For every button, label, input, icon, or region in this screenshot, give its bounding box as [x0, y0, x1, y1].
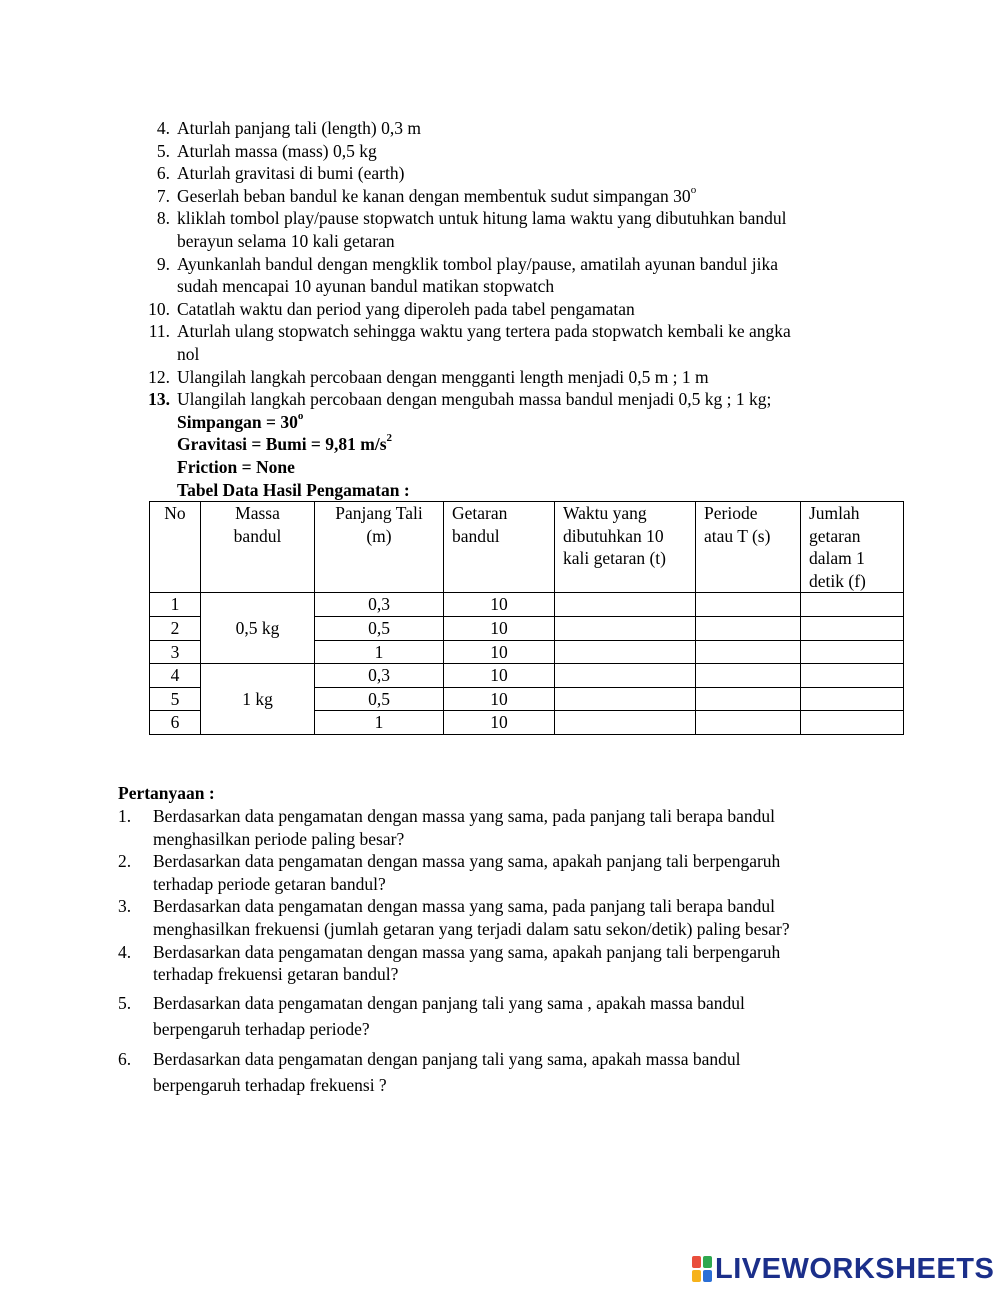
cell-getaran: 10	[444, 640, 555, 664]
cell-waktu-blank	[555, 711, 696, 735]
cell-waktu-blank	[555, 687, 696, 711]
cell-periode-blank	[696, 664, 801, 688]
question-1: 1. Berdasarkan data pengamatan dengan massa yang sama, pada panjang tali berapa bandul menghasilkan periode paling besar?	[118, 806, 775, 849]
cell-no: 3	[150, 640, 201, 664]
cell-frekuensi-blank	[801, 616, 904, 640]
step-10: 10. Catatlah waktu dan period yang diperoleh pada tabel pengamatan	[148, 298, 635, 319]
setting-friction: Friction = None	[177, 456, 295, 477]
cell-no: 1	[150, 593, 201, 617]
question-2: 2. Berdasarkan data pengamatan dengan massa yang sama, apakah panjang tali berpengaruh terhadap periode getaran bandul?	[118, 851, 781, 894]
header-waktu: Waktu yang dibutuhkan 10 kali getaran (t)	[555, 502, 696, 593]
cell-frekuensi-blank	[801, 711, 904, 735]
cell-periode-blank	[696, 711, 801, 735]
cell-no: 4	[150, 664, 201, 688]
step-4: 4. Aturlah panjang tali (length) 0,3 m	[156, 118, 421, 138]
setting-simpangan: Simpangan = $30^o$	[177, 409, 304, 432]
table-row	[150, 664, 904, 688]
step-13: 13. Ulangilah langkah percobaan dengan mengubah massa bandul menjadi 0,5 kg ; 1 kg;	[148, 389, 772, 410]
cell-getaran: 10	[444, 687, 555, 711]
step-5: 5. Aturlah massa (mass) 0,5 kg	[156, 140, 377, 161]
cell-frekuensi-blank	[801, 640, 904, 664]
setting-gravitasi: Gravitasi = Bumi = 9,81 $m/s^2$	[177, 432, 393, 455]
liveworksheets-wordmark: LIVEWORKSHEETS	[715, 1252, 995, 1285]
step-6: 6. Aturlah gravitasi di bumi (earth)	[156, 163, 405, 184]
question-3: 3. Berdasarkan data pengamatan dengan massa yang sama, pada panjang tali berapa bandul menghasilkan frekuensi (jumlah getaran yang terjadi dalam satu sekon/detik) paling besar?	[118, 896, 790, 939]
question-5: 5. Berdasarkan data pengamatan dengan panjang tali yang sama , apakah massa bandul berpengaruh terhadap periode?	[118, 992, 745, 1039]
cell-periode-blank	[696, 640, 801, 664]
cell-no: 2	[150, 616, 201, 640]
cell-panjang: 0,3	[315, 664, 444, 688]
cell-frekuensi-blank	[801, 593, 904, 617]
cell-waktu-blank	[555, 640, 696, 664]
cell-periode-blank	[696, 593, 801, 617]
question-4: 4. Berdasarkan data pengamatan dengan massa yang sama, apakah panjang tali berpengaruh terhadap frekuensi getaran bandul?	[118, 941, 781, 985]
cell-waktu-blank	[555, 593, 696, 617]
table-header-row	[150, 502, 904, 593]
liveworksheets-logo[interactable]	[692, 1252, 994, 1286]
header-periode: Periode atau T (s)	[696, 502, 801, 593]
questions-list	[118, 805, 908, 1098]
logo-block-icon	[703, 1256, 712, 1268]
header-no: No	[150, 502, 201, 593]
cell-getaran: 10	[444, 664, 555, 688]
table-title: Tabel Data Hasil Pengamatan :	[177, 479, 410, 500]
cell-mass-group: 0,5 kg	[201, 593, 315, 664]
step-7: 7. Geserlah beban bandul ke kanan dengan membentuk sudut simpangan 30$^o$	[156, 183, 697, 206]
cell-frekuensi-blank	[801, 664, 904, 688]
header-massa: Massa bandul	[201, 502, 315, 593]
logo-block-icon	[692, 1256, 701, 1268]
procedure-steps	[140, 117, 900, 501]
cell-waktu-blank	[555, 664, 696, 688]
cell-panjang: 1	[315, 640, 444, 664]
cell-getaran: 10	[444, 711, 555, 735]
table-row	[150, 593, 904, 617]
cell-periode-blank	[696, 616, 801, 640]
question-6: 6. Berdasarkan data pengamatan dengan panjang tali yang sama, apakah massa bandul berpengaruh terhadap frekuensi ?	[118, 1048, 741, 1095]
questions-title: Pertanyaan :	[118, 783, 215, 803]
cell-panjang: 0,5	[315, 616, 444, 640]
liveworksheets-logo-icon	[692, 1256, 712, 1282]
step-12: 12. Ulangilah langkah percobaan dengan mengganti length menjadi 0,5 m ; 1 m	[148, 366, 709, 387]
cell-no: 5	[150, 687, 201, 711]
cell-getaran: 10	[444, 616, 555, 640]
cell-getaran: 10	[444, 593, 555, 617]
header-panjang: Panjang Tali (m)	[315, 502, 444, 593]
cell-mass-group: 1 kg	[201, 664, 315, 735]
cell-waktu-blank	[555, 616, 696, 640]
cell-frekuensi-blank	[801, 687, 904, 711]
cell-panjang: 0,3	[315, 593, 444, 617]
logo-block-icon	[692, 1270, 701, 1282]
cell-panjang: 0,5	[315, 687, 444, 711]
logo-block-icon	[703, 1270, 712, 1282]
step-9: 9. Ayunkanlah bandul dengan mengklik tombol play/pause, amatilah ayunan bandul jika sudah mencapai 10 ayunan bandul matikan stopwatch	[156, 253, 779, 297]
cell-panjang: 1	[315, 711, 444, 735]
step-11: 11. Aturlah ulang stopwatch sehingga waktu yang tertera pada stopwatch kembali ke angka nol	[148, 321, 791, 364]
header-getaran: Getaran bandul	[444, 502, 555, 593]
observation-table	[149, 501, 904, 735]
header-jumlah: Jumlah getaran dalam 1 detik (f)	[801, 502, 904, 593]
step-8: 8. kliklah tombol play/pause stopwatch untuk hitung lama waktu yang dibutuhkan bandul berayun selama 10 kali getaran	[156, 208, 787, 251]
cell-no: 6	[150, 711, 201, 735]
cell-periode-blank	[696, 687, 801, 711]
